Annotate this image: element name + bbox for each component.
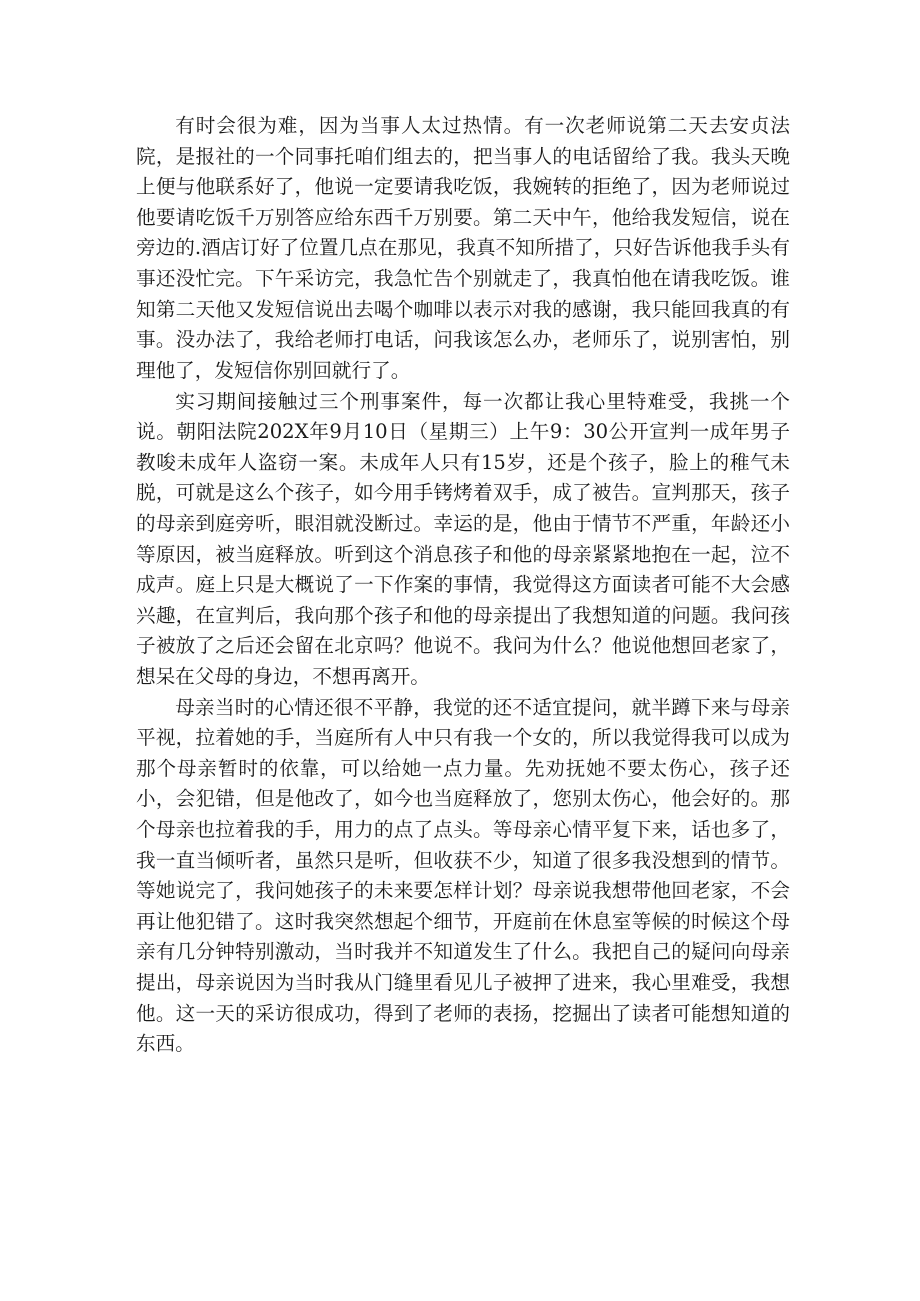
paragraph-3: 母亲当时的心情还很不平静，我觉的还不适宜提问，就半蹲下来与母亲平视，拉着她的手，当庭所有人中只有我一个女的，所以我觉得我可以成为那个母亲暂时的依靠，可以给她一点力量。先劝抚她不要太伤心，孩子还小，会犯错，但是他改了，如今也当庭释放了，您别太伤心，他会好的。那个母亲也拉着我的手，用力的点了点头。等母亲心情平复下来，话也多了，我一直当倾听者，虽然只是听，但收获不少，知道了很多我没想到的情节。等她说完了，我问她孩子的未来要怎样计划？母亲说我想带他回老家，不会再让他犯错了。这时我突然想起个细节，开庭前在休息室等候的时候这个母亲有几分钟特别激动，当时我并不知道发生了什么。我把自己的疑问向母亲提出，母亲说因为当时我从门缝里看见儿子被押了进来，我心里难受，我想他。这一天的采访很成功，得到了老师的表扬，挖掘出了读者可能想知道的东西。 bbox=[136, 695, 790, 1056]
document-body bbox=[136, 111, 790, 1060]
paragraph-1: 有时会很为难，因为当事人太过热情。有一次老师说第二天去安贞法院，是报社的一个同事托咱们组去的，把当事人的电话留给了我。我头天晚上便与他联系好了，他说一定要请我吃饭，我婉转的拒绝了，因为老师说过他要请吃饭千万别答应给东西千万别要。第二天中午，他给我发短信，说在旁边的.酒店订好了位置几点在那见，我真不知所措了，只好告诉他我手头有事还没忙完。下午采访完，我急忙告个别就走了，我真怕他在请我吃饭。谁知第二天他又发短信说出去喝个咖啡以表示对我的感谢，我只能回我真的有事。没办法了，我给老师打电话，问我该怎么办，老师乐了，说别害怕，别理他了，发短信你别回就行了。 bbox=[136, 114, 790, 382]
paragraph-2: 实习期间接触过三个刑事案件，每一次都让我心里特难受，我挑一个说。朝阳法院202X年9月10日（星期三）上午9：30公开宣判一成年男子教唆未成年人盗窃一案。未成年人只有15岁，还是个孩子，脸上的稚气未脱，可就是这么个孩子，如今用手铐烤着双手，成了被告。宣判那天，孩子的母亲到庭旁听，眼泪就没断过。幸运的是，他由于情节不严重，年龄还小等原因，被当庭释放。听到这个消息孩子和他的母亲紧紧地抱在一起，泣不成声。庭上只是大概说了一下作案的事情，我觉得这方面读者可能不大会感兴趣，在宣判后，我向那个孩子和他的母亲提出了我想知道的问题。我问孩子被放了之后还会留在北京吗？他说不。我问为什么？他说他想回老家了，想呆在父母的身边，不想再离开。 bbox=[136, 389, 790, 688]
